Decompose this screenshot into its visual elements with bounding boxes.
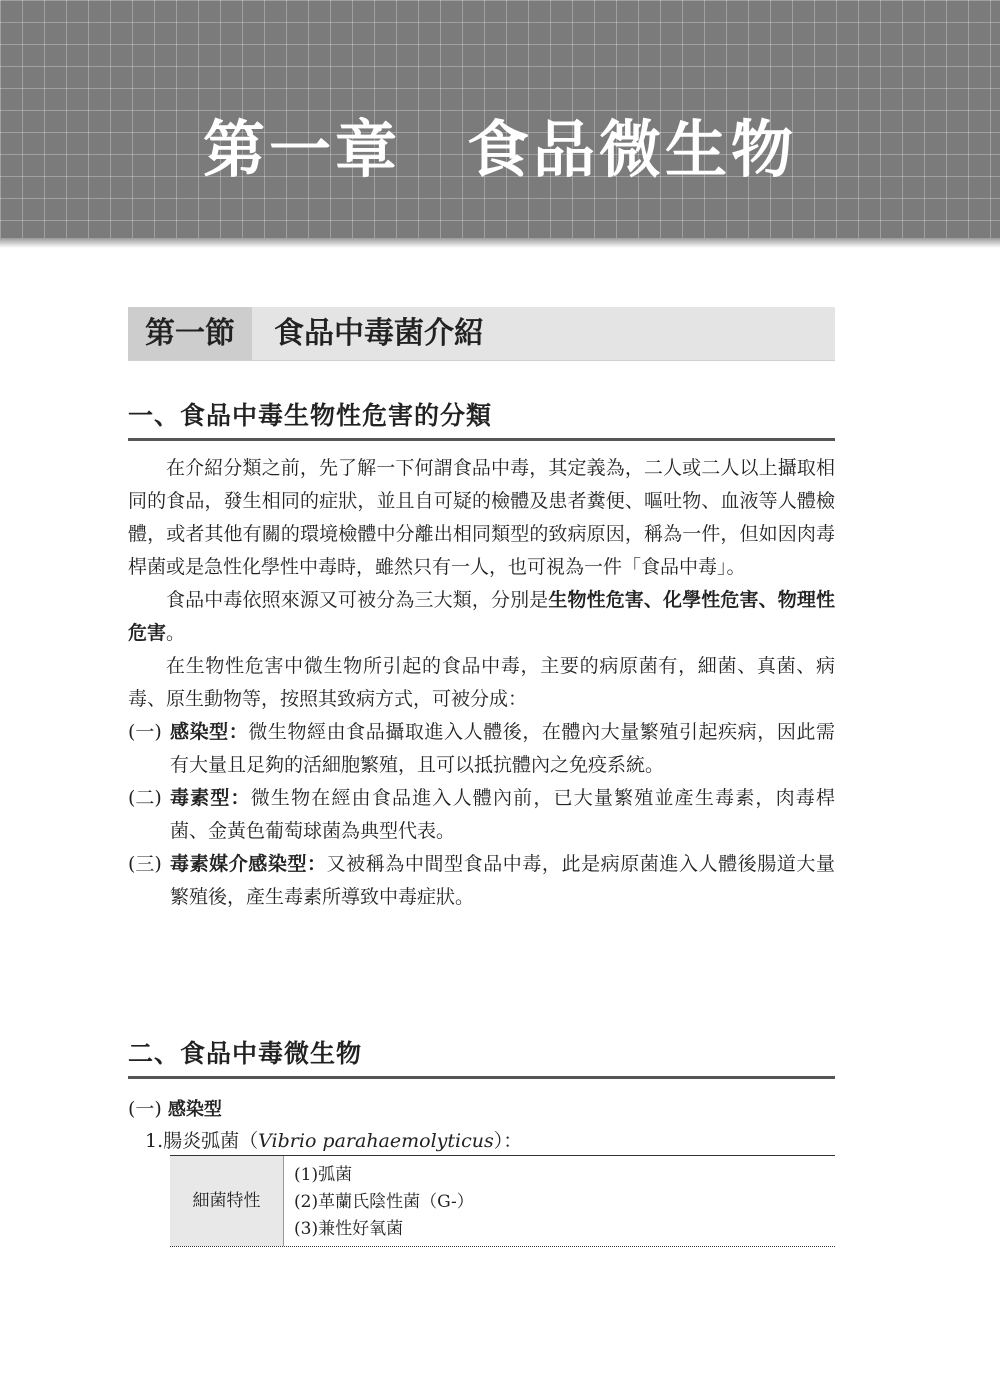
paragraph-categories — [128, 584, 835, 650]
type-marker: (二) — [128, 787, 162, 809]
chapter-title: 第一章 食品微生物 — [202, 113, 797, 186]
type-item — [128, 848, 835, 914]
subsection-marker: (一) — [128, 1098, 162, 1120]
type-desc: 微生物經由食品攝取進入人體後，在體內大量繁殖引起疾病，因此需有大量且足夠的活細胞繁殖，且可以抵抗體內之免疫系統。 — [170, 721, 835, 776]
subsection-heading — [128, 1094, 222, 1121]
list-item: (2)革蘭氏陰性菌（G-） — [294, 1192, 474, 1212]
organism-latin: Vibrio parahaemolyticus — [258, 1130, 494, 1152]
section-title: 食品中毒菌介紹 — [274, 316, 484, 351]
categories-end: 。 — [166, 622, 186, 644]
type-marker: (三) — [128, 853, 162, 875]
type-item — [128, 716, 835, 782]
heading-microbes: 二、食品中毒微生物 — [128, 1034, 835, 1079]
characteristics-table — [170, 1155, 835, 1247]
organism-number: 1. — [145, 1130, 164, 1152]
list-item: (3)兼性好氧菌 — [294, 1219, 404, 1239]
section-header — [128, 307, 835, 361]
type-marker: (一) — [128, 721, 162, 743]
list-item: (1)弧菌 — [294, 1165, 353, 1185]
chapter-banner — [0, 0, 1000, 238]
organism-heading — [145, 1126, 522, 1153]
paragraph-biological: 在生物性危害中微生物所引起的食品中毒，主要的病原菌有，細菌、真菌、病毒、原生動物等，按照其致病方式，可被分成： — [128, 655, 835, 710]
heading-classification: 一、食品中毒生物性危害的分類 — [128, 396, 835, 441]
table-list — [294, 1162, 474, 1243]
type-desc: 又被稱為中間型食品中毒，此是病原菌進入人體後腸道大量繁殖後，產生毒素所導致中毒症狀。 — [170, 853, 835, 908]
paragraph-definition: 在介紹分類之前，先了解一下何謂食品中毒，其定義為，二人或二人以上攝取相同的食品，發生相同的症狀，並且自可疑的檢體及患者糞便、嘔吐物、血液等人體檢體，或者其他有關的環境檢體中分離出相同類型的致病原因，稱為一件，但如因肉毒桿菌或是急性化學性中毒時，雖然只有一人，也可視為一件「食品中毒」。 — [128, 457, 835, 578]
type-term: 毒素型： — [170, 787, 251, 809]
organism-suffix: ）： — [493, 1130, 523, 1152]
section-number: 第一節 — [128, 307, 252, 360]
banner-shadow — [0, 238, 1000, 248]
type-term: 毒素媒介感染型： — [170, 853, 327, 875]
type-term: 感染型： — [170, 721, 249, 743]
type-desc: 微生物在經由食品進入人體內前，已大量繁殖並產生毒素，肉毒桿菌、金黃色葡萄球菌為典型代表。 — [170, 787, 835, 842]
body-text — [128, 452, 835, 914]
subsection-label: 感染型 — [167, 1099, 222, 1120]
categories-bold: 生物性危害、化學性危害、物理性危害 — [128, 589, 835, 644]
organism-name: 腸炎弧菌（ — [163, 1130, 259, 1152]
categories-lead: 食品中毒依照來源又可被分為三大類，分別是 — [166, 589, 549, 611]
table-label: 細菌特性 — [170, 1156, 284, 1246]
type-item — [128, 782, 835, 848]
